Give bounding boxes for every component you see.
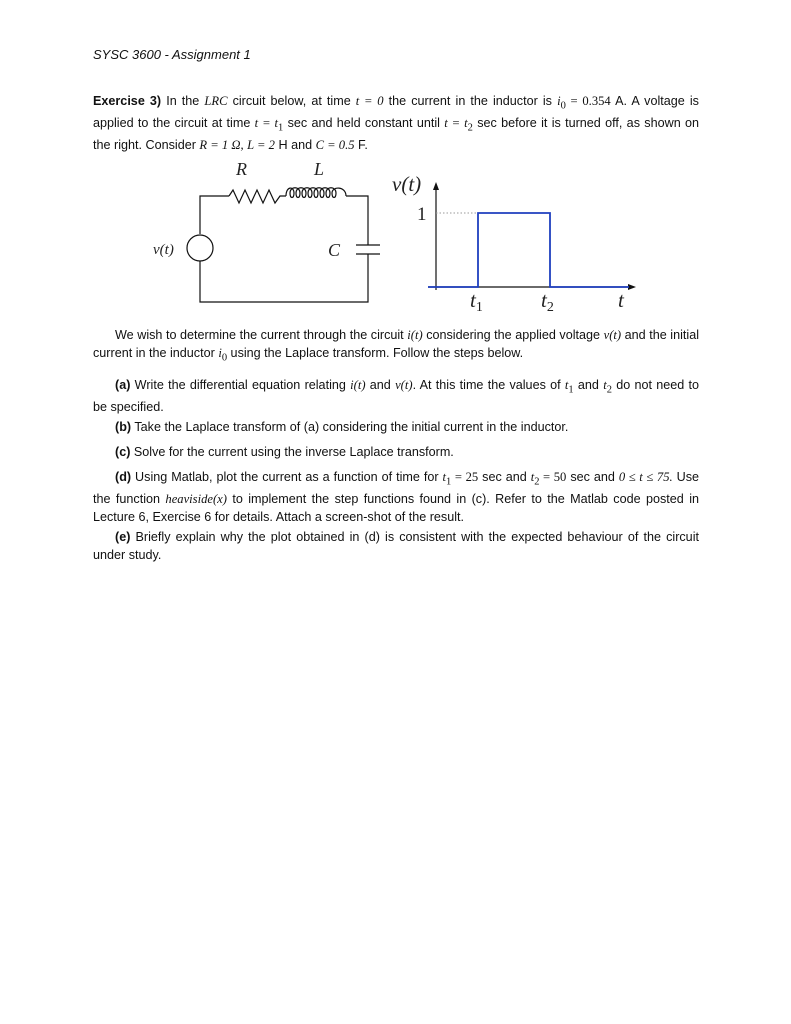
math: t = t bbox=[254, 116, 279, 131]
t2-tick-label bbox=[541, 288, 554, 315]
math: v(t) bbox=[395, 378, 413, 392]
text: sec and bbox=[478, 470, 531, 484]
item-label: (a) bbox=[115, 378, 131, 392]
math: = 0.354 bbox=[565, 94, 611, 108]
text: using the Laplace transform. Follow the steps below. bbox=[227, 345, 524, 360]
math: L = 2 bbox=[247, 138, 275, 153]
subscript: 2 bbox=[606, 384, 612, 396]
t1-tick-label bbox=[470, 288, 483, 315]
math: heaviside(x) bbox=[165, 492, 227, 507]
item-label: (b) bbox=[115, 420, 132, 434]
circuit-name: LRC bbox=[204, 94, 228, 108]
subscript: 1 bbox=[446, 476, 452, 488]
exercise-label: Exercise 3) bbox=[93, 94, 162, 108]
math: t = 0 bbox=[355, 94, 384, 108]
item-a bbox=[93, 377, 699, 417]
text: the current in the inductor is bbox=[383, 94, 558, 108]
text: In the bbox=[161, 94, 205, 108]
text: Write the differential equation relating bbox=[130, 378, 351, 392]
text: F. bbox=[354, 138, 368, 153]
t-axis-label: t bbox=[618, 288, 624, 312]
math: = 50 bbox=[539, 470, 567, 484]
text: A. A voltage is applied to the circuit at time bbox=[93, 94, 699, 131]
wire-right bbox=[346, 196, 368, 245]
math: = 25 bbox=[451, 470, 479, 484]
text: We wish to determine the current through the circuit bbox=[115, 328, 408, 342]
pulse-signal bbox=[428, 213, 629, 287]
subscript: 0 bbox=[221, 352, 228, 364]
subscript: 0 bbox=[560, 100, 566, 112]
math: t = t bbox=[444, 116, 468, 131]
math: i bbox=[218, 345, 222, 360]
text: and the initial current in the inductor bbox=[93, 328, 700, 360]
text: Solve for the current using the inverse Laplace transform. bbox=[130, 445, 454, 459]
inductor-label: L bbox=[314, 159, 325, 179]
text: and bbox=[365, 378, 396, 392]
subscript: 1 bbox=[568, 384, 574, 396]
math: 0 ≤ t ≤ 75. bbox=[618, 470, 673, 484]
text: sec and held constant until bbox=[283, 116, 445, 131]
text: Take the Laplace transform of (a) considering the initial current in the inductor. bbox=[131, 420, 569, 434]
text: sec and bbox=[566, 470, 619, 484]
lrc-circuit-diagram bbox=[0, 0, 791, 320]
math: i(t) bbox=[407, 328, 423, 342]
inductor-coil bbox=[286, 188, 346, 198]
pulse-level-label: 1 bbox=[417, 204, 427, 225]
text: H and bbox=[274, 138, 316, 153]
pulse-ylabel: v(t) bbox=[392, 172, 422, 196]
math: i bbox=[557, 94, 561, 108]
math: v(t) bbox=[603, 328, 622, 342]
item-label: (c) bbox=[115, 445, 131, 459]
math: t bbox=[603, 378, 607, 392]
item-d bbox=[93, 469, 699, 526]
math: C = 0.5 bbox=[315, 138, 355, 153]
text: to implement the step functions found in (c). Refer to the Matlab code posted in Lecture 6, Exercise 6 for details. Attach a screen-shot of the result. bbox=[93, 492, 699, 524]
text: sec before it is turned off, as shown on the right. Consider bbox=[93, 116, 700, 153]
text: Briefly explain why the plot obtained in (d) is consistent with the expected behaviour of the circuit under study. bbox=[93, 530, 699, 562]
math: t bbox=[530, 470, 535, 484]
t1-sub: 1 bbox=[475, 300, 483, 315]
x-axis-arrowhead bbox=[628, 284, 636, 290]
math: R = 1 Ω, bbox=[199, 138, 244, 153]
source-label: v(t) bbox=[153, 242, 174, 258]
text: Use the function bbox=[93, 470, 700, 507]
text: and bbox=[573, 378, 604, 392]
math: i(t) bbox=[350, 378, 366, 392]
text: . At this time the values of bbox=[412, 378, 565, 392]
document-header: SYSC 3600 - Assignment 1 bbox=[93, 47, 251, 62]
wire-bottom bbox=[200, 254, 368, 302]
item-b bbox=[93, 419, 699, 437]
math: t bbox=[564, 378, 569, 392]
item-label: (d) bbox=[115, 470, 132, 484]
intro-paragraph bbox=[93, 327, 699, 367]
voltage-source bbox=[187, 235, 213, 261]
text: Using Matlab, plot the current as a function of time for bbox=[131, 470, 443, 484]
math: t bbox=[442, 470, 447, 484]
subscript: 2 bbox=[534, 476, 540, 488]
t2-main: t bbox=[541, 288, 547, 312]
text: circuit below, at time bbox=[227, 94, 356, 108]
resistor-zigzag bbox=[229, 190, 286, 203]
text: do not need to be specified. bbox=[93, 378, 700, 415]
t1-main: t bbox=[470, 288, 476, 312]
text: considering the applied voltage bbox=[422, 328, 604, 342]
t2-sub: 2 bbox=[546, 300, 554, 315]
subscript: 2 bbox=[467, 122, 473, 134]
subscript: 1 bbox=[278, 122, 284, 134]
item-e bbox=[93, 529, 699, 564]
item-label: (e) bbox=[115, 530, 131, 544]
wire-left-top bbox=[200, 196, 229, 234]
resistor-label: R bbox=[236, 159, 247, 179]
capacitor-label: C bbox=[328, 240, 341, 260]
item-c bbox=[93, 444, 699, 462]
y-axis-arrowhead bbox=[433, 182, 439, 190]
